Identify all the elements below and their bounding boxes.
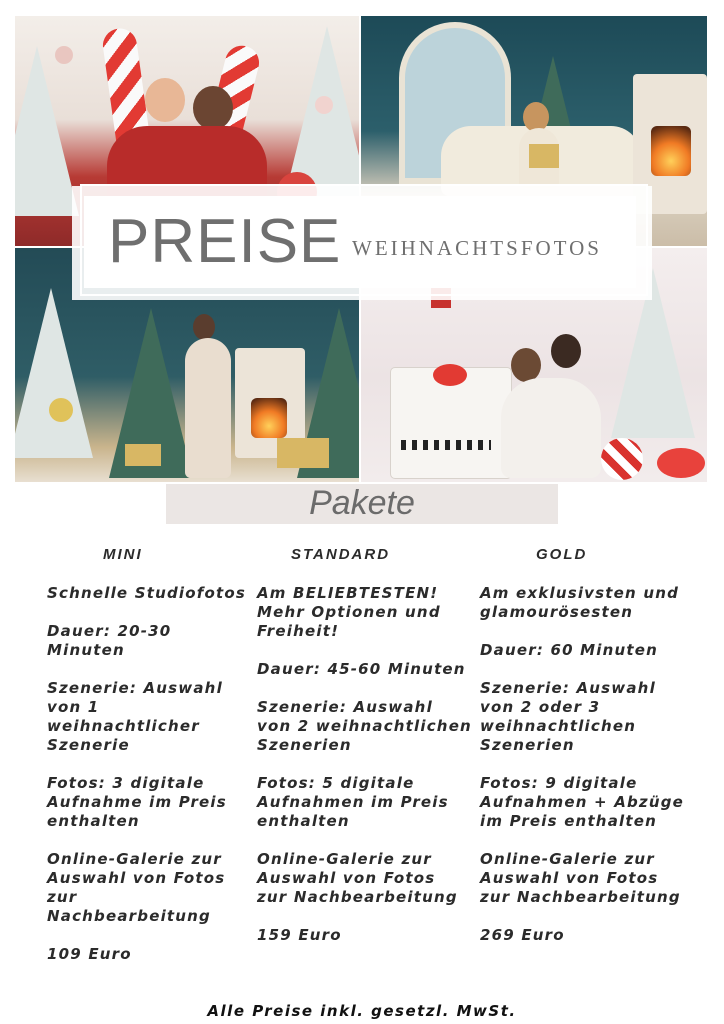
person-head-shape [551,334,581,368]
couple-shape [501,378,601,478]
package-duration: Dauer: 45-60 Minuten [257,660,466,678]
package-column-standard [257,584,472,964]
package-tagline: Am exklusivsten und glamourösesten [480,584,680,621]
package-tagline: Schnelle Studiofotos [47,584,246,602]
person-head-shape [145,78,185,122]
package-photos: Fotos: 5 digitale Aufnahmen im Preis enthalten [257,774,449,830]
package-scenery: Szenerie: Auswahl von 2 weihnachtlichen Szenerien [257,698,472,754]
gift-box-shape [125,444,161,466]
package-price: 159 Euro [257,926,342,944]
package-photos: Fotos: 3 digitale Aufnahme im Preis enthalten [47,774,227,830]
fire-shape [651,126,691,176]
package-gallery: Online-Galerie zur Auswahl von Fotos zur Nachbearbeitung [257,850,458,906]
candy-shape [433,364,467,386]
page-subtitle: WEIHNACHTSFOTOS [352,236,602,260]
package-column-mini [47,584,247,983]
package-photos: Fotos: 9 digitale Aufnahmen + Abzüge im Preis enthalten [480,774,685,830]
section-label: Pakete [309,484,415,522]
package-tagline: Am BELIEBTESTEN! Mehr Optionen und Freiheit! [257,584,441,640]
fire-shape [251,398,287,438]
tree-shape [15,46,79,216]
package-price: 109 Euro [47,945,132,963]
ornament-shape [55,46,73,64]
tree-shape [15,288,93,458]
package-column-gold [480,584,695,964]
person-head-shape [193,314,215,340]
woman-shape [185,338,231,478]
person-head-shape [193,86,233,130]
piano-keys-shape [401,440,491,450]
package-name-mini: MINI [103,546,143,563]
package-price: 269 Euro [480,926,565,944]
package-name-standard: STANDARD [291,546,391,563]
package-gallery: Online-Galerie zur Auswahl von Fotos zur Nachbearbeitung [47,850,226,925]
candy-ornament-shape [657,448,705,478]
package-scenery: Szenerie: Auswahl von 1 weihnachtlicher Szenerie [47,679,223,754]
gift-box-shape [529,144,559,168]
person-head-shape [511,348,541,382]
bow-shape [49,398,73,422]
package-duration: Dauer: 60 Minuten [480,641,658,659]
vat-note: Alle Preise inkl. gesetzl. MwSt. [207,1002,517,1020]
package-scenery: Szenerie: Auswahl von 2 oder 3 weihnachtlichen Szenerien [480,679,656,754]
package-duration: Dauer: 20-30 Minuten [47,622,172,659]
package-name-gold: GOLD [536,546,588,563]
package-gallery: Online-Galerie zur Auswahl von Fotos zur Nachbearbeitung [480,850,681,906]
page-title: PREISE [108,207,342,276]
ornament-shape [315,96,333,114]
gift-box-shape [277,438,329,468]
candy-ornament-shape [601,438,643,480]
